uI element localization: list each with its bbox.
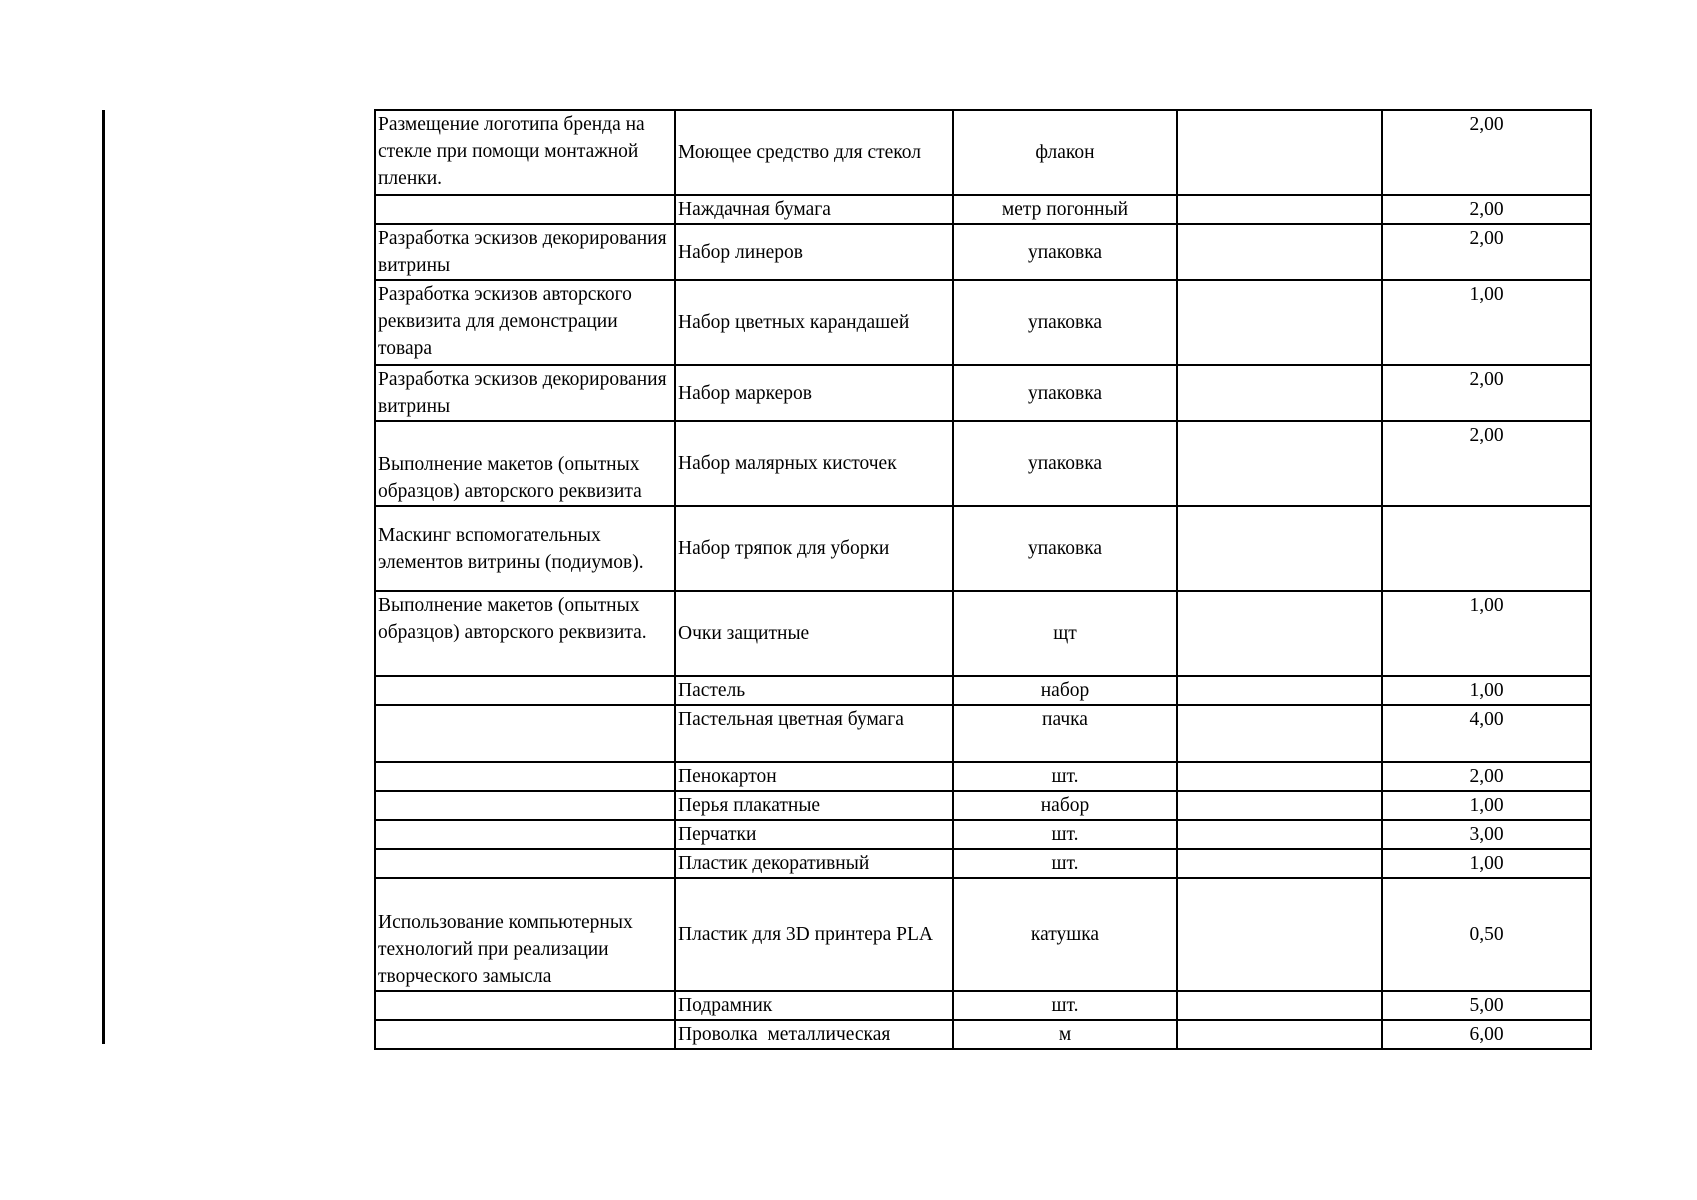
table-row bbox=[375, 195, 1591, 224]
quantity-cell: 1,00 bbox=[1382, 591, 1591, 676]
unit-cell: шт. bbox=[953, 762, 1177, 791]
empty-cell bbox=[1177, 591, 1382, 676]
material-cell: Набор тряпок для уборки bbox=[675, 506, 953, 591]
material-cell: Пастельная цветная бумага bbox=[675, 705, 953, 762]
unit-cell: пачка bbox=[953, 705, 1177, 762]
material-cell: Пастель bbox=[675, 676, 953, 705]
empty-cell bbox=[1177, 224, 1382, 280]
table-row bbox=[375, 762, 1591, 791]
table-row bbox=[375, 878, 1591, 991]
quantity-cell: 1,00 bbox=[1382, 280, 1591, 365]
material-cell: Набор маркеров bbox=[675, 365, 953, 421]
unit-cell: шт. bbox=[953, 849, 1177, 878]
task-cell bbox=[375, 1020, 675, 1049]
material-cell: Перья плакатные bbox=[675, 791, 953, 820]
task-cell: Выполнение макетов (опытных образцов) авторского реквизита. bbox=[375, 591, 675, 676]
task-cell: Разработка эскизов авторского реквизита для демонстрации товара bbox=[375, 280, 675, 365]
material-cell: Моющее средство для стекол bbox=[675, 110, 953, 195]
table-row bbox=[375, 791, 1591, 820]
materials-table bbox=[374, 109, 1592, 1050]
quantity-cell: 2,00 bbox=[1382, 110, 1591, 195]
task-cell bbox=[375, 676, 675, 705]
quantity-cell: 2,00 bbox=[1382, 365, 1591, 421]
empty-cell bbox=[1177, 421, 1382, 506]
table-row bbox=[375, 591, 1591, 676]
task-cell bbox=[375, 762, 675, 791]
empty-cell bbox=[1177, 705, 1382, 762]
quantity-cell: 2,00 bbox=[1382, 421, 1591, 506]
material-cell: Пенокартон bbox=[675, 762, 953, 791]
unit-cell: набор bbox=[953, 791, 1177, 820]
table-row bbox=[375, 991, 1591, 1020]
material-cell: Очки защитные bbox=[675, 591, 953, 676]
unit-cell: шт. bbox=[953, 991, 1177, 1020]
table-row bbox=[375, 421, 1591, 506]
task-cell bbox=[375, 849, 675, 878]
table-row bbox=[375, 506, 1591, 591]
unit-cell: упаковка bbox=[953, 365, 1177, 421]
empty-cell bbox=[1177, 1020, 1382, 1049]
empty-cell bbox=[1177, 506, 1382, 591]
empty-cell bbox=[1177, 365, 1382, 421]
quantity-cell: 4,00 bbox=[1382, 705, 1591, 762]
task-cell: Маскинг вспомогательных элементов витрины (подиумов). bbox=[375, 506, 675, 591]
table-row bbox=[375, 676, 1591, 705]
quantity-cell: 5,00 bbox=[1382, 991, 1591, 1020]
left-margin-rule bbox=[102, 110, 105, 1044]
empty-cell bbox=[1177, 791, 1382, 820]
unit-cell: метр погонный bbox=[953, 195, 1177, 224]
quantity-cell: 0,50 bbox=[1382, 878, 1591, 991]
empty-cell bbox=[1177, 195, 1382, 224]
task-cell: Выполнение макетов (опытных образцов) авторского реквизита bbox=[375, 421, 675, 506]
material-cell: Пластик для 3D принтера PLA bbox=[675, 878, 953, 991]
unit-cell: м bbox=[953, 1020, 1177, 1049]
unit-cell: шт. bbox=[953, 820, 1177, 849]
task-cell: Размещение логотипа бренда на стекле при помощи монтажной пленки. bbox=[375, 110, 675, 195]
empty-cell bbox=[1177, 991, 1382, 1020]
unit-cell: флакон bbox=[953, 110, 1177, 195]
task-cell bbox=[375, 705, 675, 762]
material-cell: Наждачная бумага bbox=[675, 195, 953, 224]
material-cell: Пластик декоративный bbox=[675, 849, 953, 878]
quantity-cell: 3,00 bbox=[1382, 820, 1591, 849]
unit-cell: упаковка bbox=[953, 421, 1177, 506]
task-cell bbox=[375, 991, 675, 1020]
quantity-cell: 2,00 bbox=[1382, 195, 1591, 224]
task-cell bbox=[375, 195, 675, 224]
empty-cell bbox=[1177, 762, 1382, 791]
quantity-cell: 2,00 bbox=[1382, 762, 1591, 791]
unit-cell: упаковка bbox=[953, 280, 1177, 365]
table-row bbox=[375, 280, 1591, 365]
quantity-cell: 6,00 bbox=[1382, 1020, 1591, 1049]
material-cell: Набор цветных карандашей bbox=[675, 280, 953, 365]
empty-cell bbox=[1177, 849, 1382, 878]
material-cell: Подрамник bbox=[675, 991, 953, 1020]
unit-cell: катушка bbox=[953, 878, 1177, 991]
task-cell bbox=[375, 791, 675, 820]
unit-cell: щт bbox=[953, 591, 1177, 676]
quantity-cell bbox=[1382, 506, 1591, 591]
task-cell: Использование компьютерных технологий при реализации творческого замысла bbox=[375, 878, 675, 991]
table-row bbox=[375, 1020, 1591, 1049]
table-row bbox=[375, 224, 1591, 280]
empty-cell bbox=[1177, 820, 1382, 849]
material-cell: Перчатки bbox=[675, 820, 953, 849]
table-row bbox=[375, 849, 1591, 878]
unit-cell: упаковка bbox=[953, 224, 1177, 280]
quantity-cell: 2,00 bbox=[1382, 224, 1591, 280]
table-row bbox=[375, 110, 1591, 195]
task-cell: Разработка эскизов декорирования витрины bbox=[375, 365, 675, 421]
empty-cell bbox=[1177, 110, 1382, 195]
task-cell bbox=[375, 820, 675, 849]
unit-cell: упаковка bbox=[953, 506, 1177, 591]
quantity-cell: 1,00 bbox=[1382, 849, 1591, 878]
table-row bbox=[375, 365, 1591, 421]
material-cell: Набор малярных кисточек bbox=[675, 421, 953, 506]
unit-cell: набор bbox=[953, 676, 1177, 705]
material-cell: Набор линеров bbox=[675, 224, 953, 280]
quantity-cell: 1,00 bbox=[1382, 791, 1591, 820]
empty-cell bbox=[1177, 676, 1382, 705]
table-row bbox=[375, 820, 1591, 849]
task-cell: Разработка эскизов декорирования витрины bbox=[375, 224, 675, 280]
quantity-cell: 1,00 bbox=[1382, 676, 1591, 705]
empty-cell bbox=[1177, 878, 1382, 991]
table-row bbox=[375, 705, 1591, 762]
empty-cell bbox=[1177, 280, 1382, 365]
material-cell: Проволка металлическая bbox=[675, 1020, 953, 1049]
